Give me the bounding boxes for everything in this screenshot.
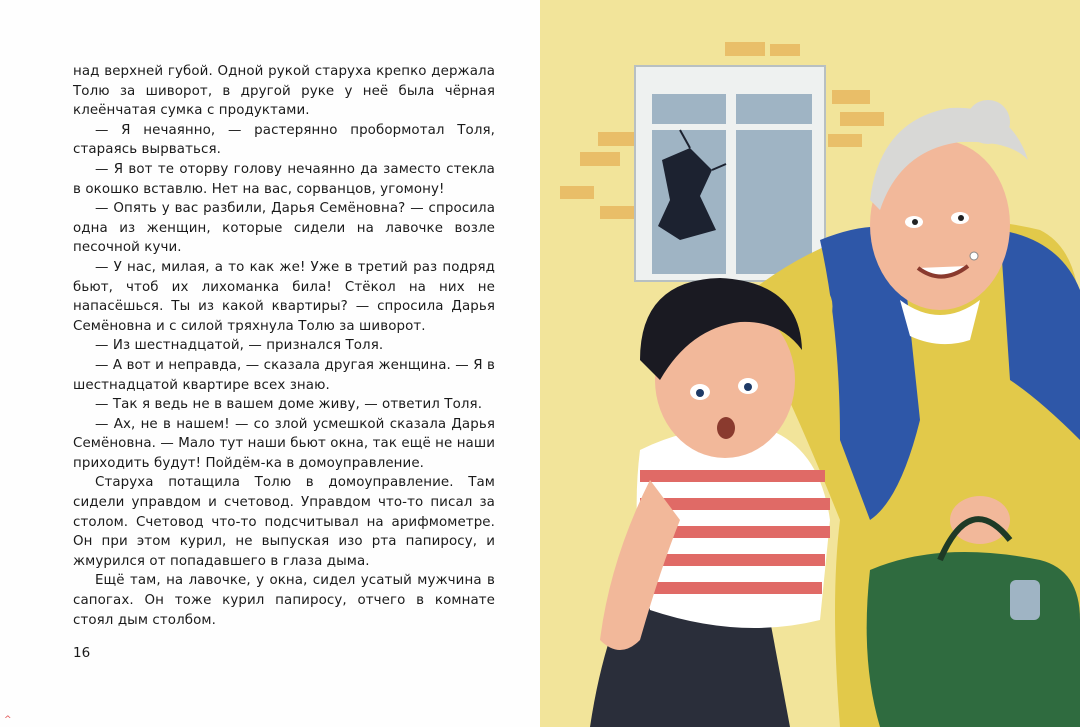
paragraph: над верхней губой. Одной рукой старуха крепко держала Толю за шиворот, в другой руке у неё была чёрная клеёнчатая сумка с продуктами. bbox=[73, 64, 495, 119]
paragraph: — У нас, милая, а то как же! Уже в третий раз подряд бьют, чтоб их лихоманка била! Стёкол на них не напасёшься. Ты из какой квартиры? — спросила Дарья Семёновна и с силой тряхнула Толю за шиворот. bbox=[73, 259, 495, 334]
paragraph: — Я нечаянно, — растерянно пробормотал Толя, стараясь вырваться. bbox=[73, 122, 495, 158]
paragraph: Старуха потащила Толю в домоуправление. Там сидели управдом и счетовод. Управдом что-то писал за столом. Счетовод что-то подсчитывал на арифмометре. Он при этом курил, не выпуская изо рта папиросу, и жмурился от попадавшего в глаза дыма. bbox=[73, 475, 495, 569]
illustration-page bbox=[540, 0, 1080, 727]
page-number: 16 bbox=[73, 645, 91, 661]
paragraph: Ещё там, на лавочке, у окна, сидел усатый мужчина в сапогах. Он тоже курил папиросу, отчего в комнате стоял дым столбом. bbox=[73, 573, 495, 628]
illustration bbox=[540, 0, 1080, 727]
broken-window bbox=[635, 66, 825, 281]
paragraph: — А вот и неправда, — сказала другая женщина. — Я в шестнадцатой квартире всех знаю. bbox=[73, 357, 495, 393]
paragraph: — Я вот те оторву голову нечаянно да заместо стекла в окошко вставлю. Нет на вас, сорванцов, угомону! bbox=[73, 161, 495, 197]
corner-mark: ^ bbox=[4, 715, 12, 725]
paragraph: — Опять у вас разбили, Дарья Семёновна? — спросила одна из женщин, которые сидели на лавочке возле песочной кучи. bbox=[73, 201, 495, 256]
paragraph: — Ах, не в нашем! — со злой усмешкой сказала Дарья Семёновна. — Мало тут наши бьют окна, так ещё не наши приходить будут! Пойдём-ка в домоуправление. bbox=[73, 416, 496, 471]
story-text bbox=[73, 62, 495, 630]
paragraph: — Из шестнадцатой, — признался Толя. bbox=[95, 338, 384, 354]
paragraph: — Так я ведь не в вашем доме живу, — ответил Толя. bbox=[95, 397, 483, 413]
